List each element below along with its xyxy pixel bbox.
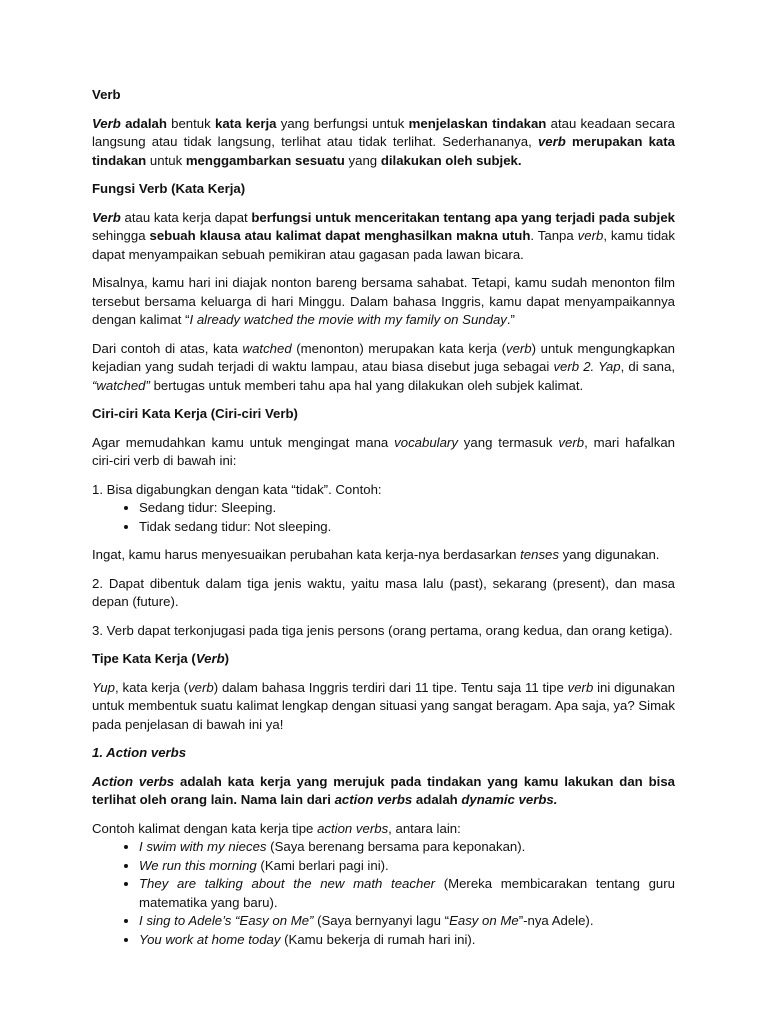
list-item: • You work at home today (Kamu bekerja di rumah hari ini). <box>139 931 675 950</box>
ciri-item-3: 3. Verb dapat terkonjugasi pada tiga jenis persons (orang pertama, orang kedua, dan orang ketiga). <box>92 622 673 638</box>
section-heading-fungsi: Fungsi Verb (Kata Kerja) <box>92 181 246 196</box>
fungsi-paragraph-1: Verb atau kata kerja dapat berfungsi untuk menceritakan tentang apa yang terjadi pada subjek sehingga sebuah klausa atau kalimat dapat menghasilkan makna utuh. Tanpa verb, kamu tidak dapat menyampaikan sebuah pemikiran atau gagasan pada lawan bicara. <box>92 209 675 262</box>
list-item: • I swim with my nieces (Saya berenang bersama para keponakan). <box>139 838 675 857</box>
examples-list <box>92 838 675 949</box>
fungsi-paragraph-3: Dari contoh di atas, kata watched (menonton) merupakan kata kerja (verb) untuk mengungkapkan kejadian yang sudah terjadi di waktu lampau, atau biasa disebut juga sebagai verb 2. Yap, di sana, “watched” bertugas untuk memberi tahu apa hal yang dilakukan oleh subjek kalimat. <box>92 340 676 393</box>
examples-intro: Contoh kalimat dengan kata kerja tipe action verbs, antara lain: <box>92 820 461 836</box>
list-item: • Sedang tidur: Sleeping. <box>139 499 675 518</box>
ciri-item-2: 2. Dapat dibentuk dalam tiga jenis waktu, yaitu masa lalu (past), sekarang (present), dan masa depan (future). <box>92 575 675 609</box>
document-page <box>92 86 675 949</box>
list-item: • Tidak sedang tidur: Not sleeping. <box>139 518 675 537</box>
ciri-paragraph-2: Ingat, kamu harus menyesuaikan perubahan kata kerja-nya berdasarkan tenses yang digunakan. <box>92 547 660 562</box>
ciri-bullet-list <box>92 499 675 536</box>
ciri-paragraph-1: Agar memudahkan kamu untuk mengingat mana vocabulary yang termasuk verb, mari hafalkan ciri-ciri verb di bawah ini: <box>92 434 675 468</box>
action-verbs-definition: Action verbs adalah kata kerja yang merujuk pada tindakan yang kamu lakukan dan bisa terlihat oleh orang lain. Nama lain dari action verbs adalah dynamic verbs. <box>92 773 675 807</box>
intro-paragraph: Verb adalah bentuk kata kerja yang berfungsi untuk menjelaskan tindakan atau keadaan secara langsung atau tidak langsung, terlihat atau tidak terlihat. Sederhananya, verb merupakan kata tindakan untuk menggambarkan sesuatu yang dilakukan oleh subjek. <box>92 115 675 168</box>
ciri-item-1: 1. Bisa digabungkan dengan kata “tidak”. Contoh: <box>92 481 382 497</box>
document-title: Verb <box>92 87 121 102</box>
fungsi-paragraph-2: Misalnya, kamu hari ini diajak nonton bareng bersama sahabat. Tetapi, kamu sudah menonton film tersebut bersama keluarga di hari Minggu. Dalam bahasa Inggris, kamu dapat menyampaikannya dengan kalimat “I already watched the movie with my family on Sunday.” <box>92 275 675 327</box>
section-heading-ciri: Ciri-ciri Kata Kerja (Ciri-ciri Verb) <box>92 406 298 421</box>
list-item: • They are talking about the new math teacher (Mereka membicarakan tentang guru matematika yang baru). <box>139 875 675 912</box>
tipe-paragraph-1: Yup, kata kerja (verb) dalam bahasa Inggris terdiri dari 11 tipe. Tentu saja 11 tipe verb ini digunakan untuk membentuk suatu kalimat lengkap dengan situasi yang sangat beragam. Apa saja, ya? Simak pada penjelasan di bawah ini ya! <box>92 679 676 732</box>
subheading-action-verbs: 1. Action verbs <box>92 745 187 760</box>
list-item: • We run this morning (Kami berlari pagi ini). <box>139 857 675 876</box>
section-heading-tipe: Tipe Kata Kerja (Verb) <box>92 651 230 666</box>
list-item: • I sing to Adele’s “Easy on Me” (Saya bernyanyi lagu “Easy on Me”-nya Adele). <box>139 912 675 931</box>
